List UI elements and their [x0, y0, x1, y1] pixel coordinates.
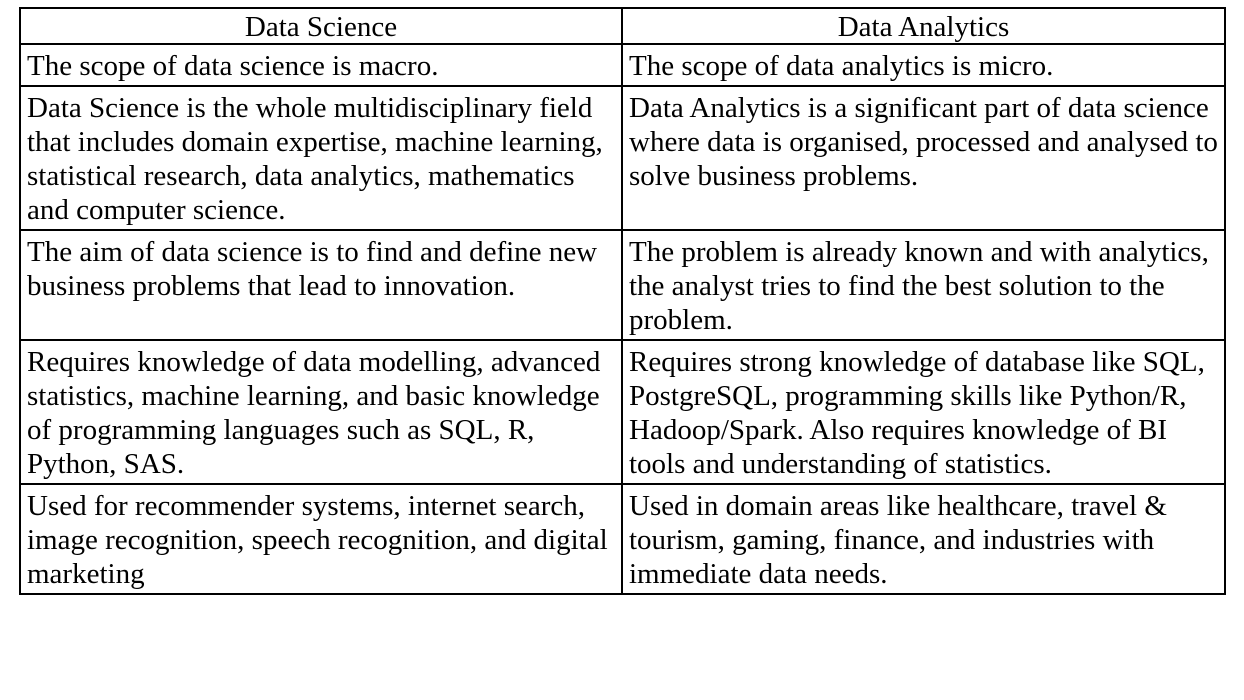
- table-header-row: [20, 8, 1225, 44]
- header-data-analytics: Data Analytics: [622, 8, 1225, 44]
- cell-analytics-uses: Used in domain areas like healthcare, travel & tourism, gaming, finance, and industries with immediate data needs.: [622, 484, 1225, 594]
- cell-analytics-definition: Data Analytics is a significant part of data science where data is organised, processed and analysed to solve business problems.: [622, 86, 1225, 230]
- cell-science-scope: The scope of data science is macro.: [20, 44, 622, 86]
- cell-analytics-aim: The problem is already known and with analytics, the analyst tries to find the best solution to the problem.: [622, 230, 1225, 340]
- table-row: [20, 44, 1225, 86]
- cell-science-requirements: Requires knowledge of data modelling, advanced statistics, machine learning, and basic knowledge of programming languages such as SQL, R, Python, SAS.: [20, 340, 622, 484]
- comparison-table: [19, 7, 1226, 595]
- cell-analytics-scope: The scope of data analytics is micro.: [622, 44, 1225, 86]
- cell-science-uses: Used for recommender systems, internet search, image recognition, speech recognition, and digital marketing: [20, 484, 622, 594]
- table-row: [20, 484, 1225, 594]
- table-row: [20, 230, 1225, 340]
- table-row: [20, 340, 1225, 484]
- header-data-science: Data Science: [20, 8, 622, 44]
- cell-science-definition: Data Science is the whole multidisciplinary field that includes domain expertise, machine learning, statistical research, data analytics, mathematics and computer science.: [20, 86, 622, 230]
- cell-analytics-requirements: Requires strong knowledge of database like SQL, PostgreSQL, programming skills like Python/R, Hadoop/Spark. Also requires knowledge of BI tools and understanding of statistics.: [622, 340, 1225, 484]
- cell-science-aim: The aim of data science is to find and define new business problems that lead to innovation.: [20, 230, 622, 340]
- table-row: [20, 86, 1225, 230]
